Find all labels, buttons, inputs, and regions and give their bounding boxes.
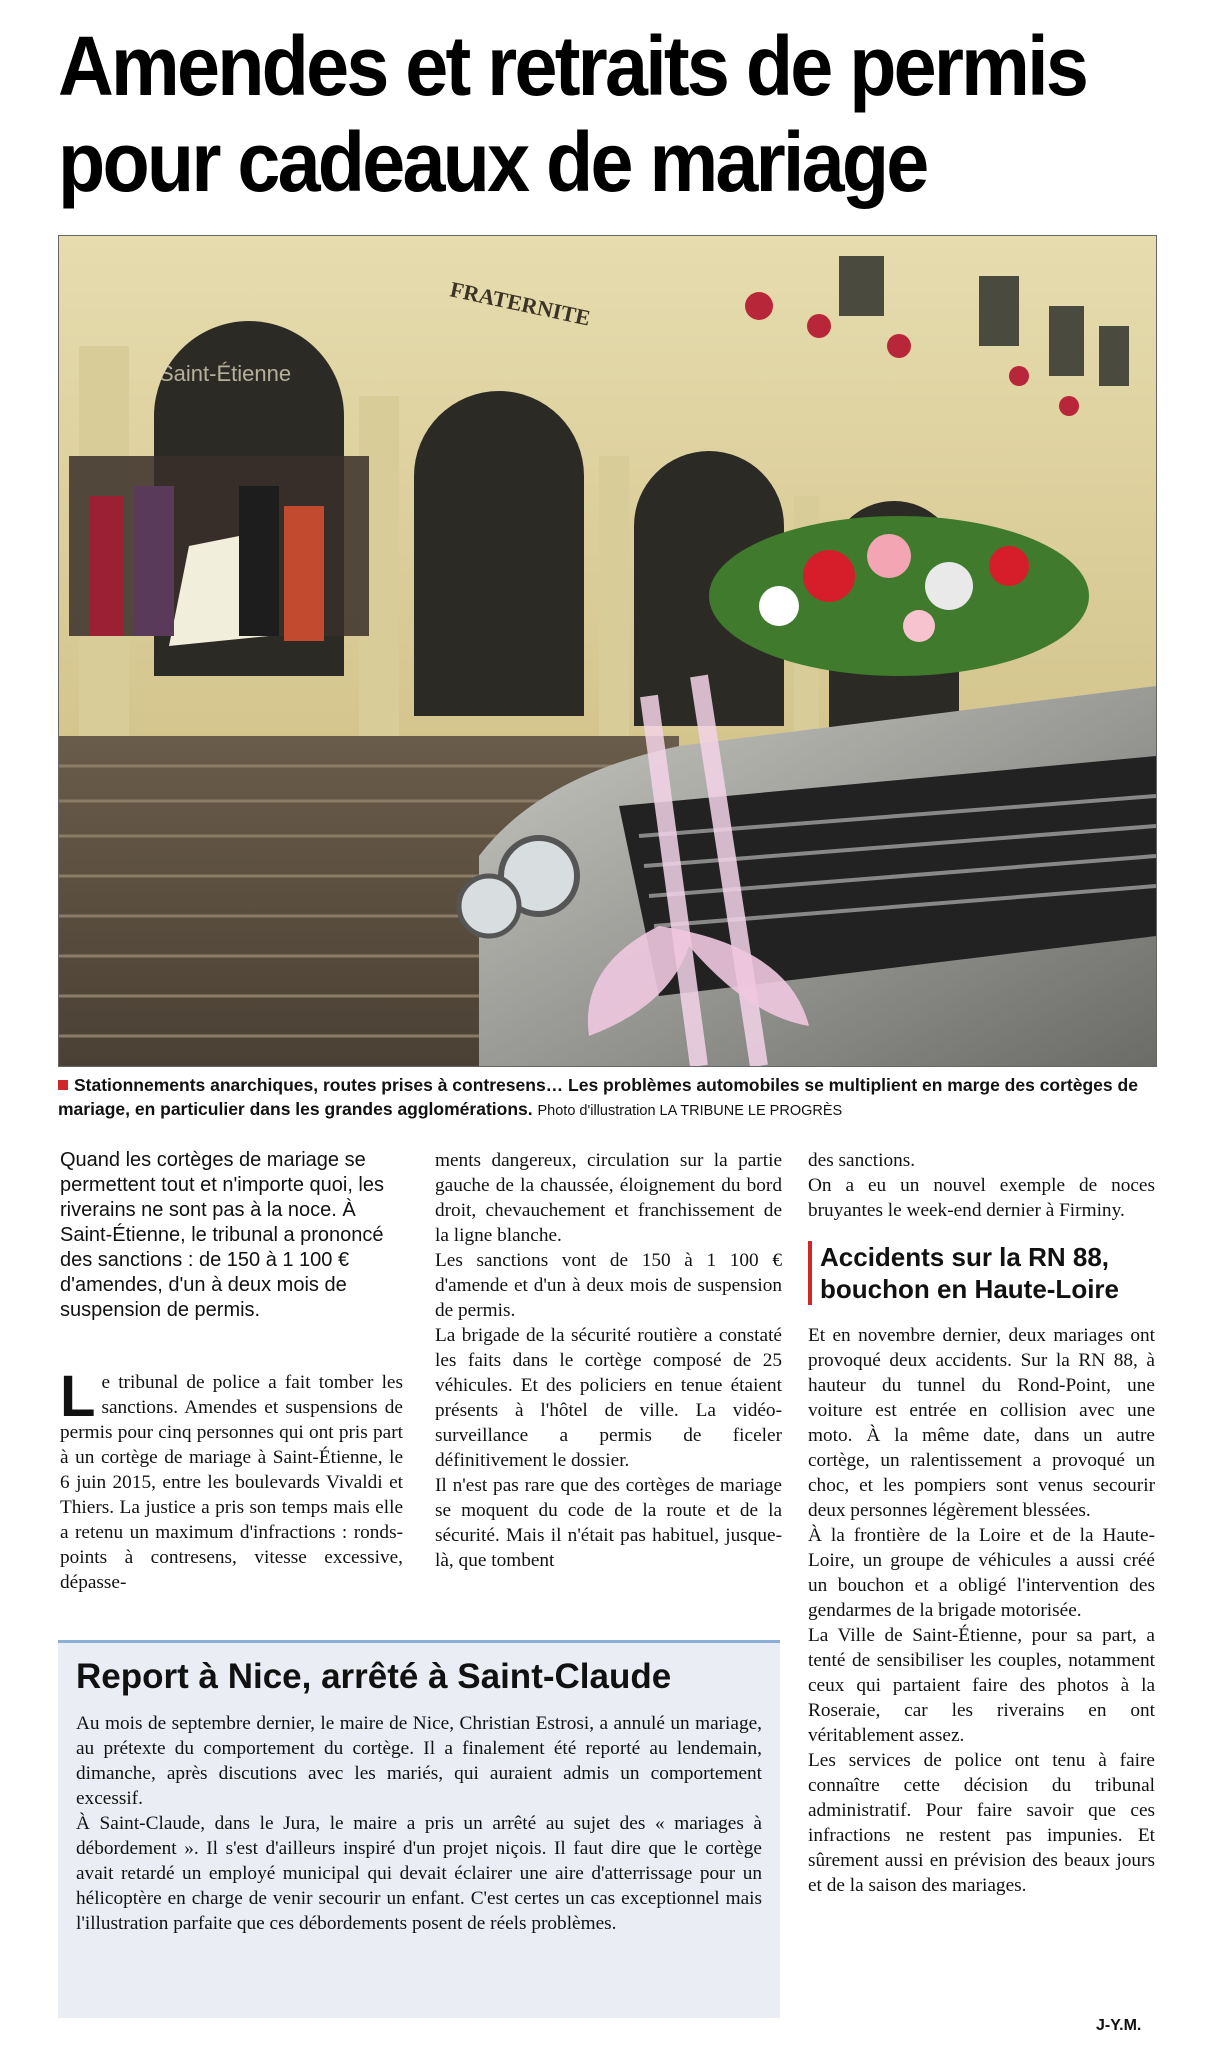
column-1 <box>60 1364 403 1595</box>
headline-line-2: pour cadeaux de mariage <box>58 115 927 209</box>
body-paragraph-3: La brigade de la sécurité routière a constaté les faits dans le cortège composé de 25 véhicules. Et des policiers en tenue étaient présents à l'hôtel de ville. La vidéo-surveillance a permis de ficeler définitivement le dossier. <box>435 1325 782 1471</box>
column-2 <box>435 1148 782 1573</box>
body-paragraph-5: On a eu un nouvel exemple de noces bruyantes le week-end dernier à Firminy. <box>808 1175 1155 1221</box>
body-paragraph-6: Et en novembre dernier, deux mariages ont provoqué deux accidents. Sur la RN 88, à hauteur du tunnel du Rond-Point, une voiture est entrée en collision avec une moto. À la même date, dans un autre cortège, un ralentissement a provoqué un choc, et les pompiers sont venus secourir deux personnes légèrement blessées. <box>808 1325 1155 1521</box>
caption-text: Stationnements anarchiques, routes prises à contresens… Les problèmes automobiles se multiplient en marge des cortèges de mariage, en particulier dans les grandes agglomérations. <box>58 1075 1138 1119</box>
box-body <box>76 1711 762 1936</box>
body-paragraph-1-continued: ments dangereux, circulation sur la partie gauche de la chaussée, éloignement du bord droit, chevauchement et franchissement de la ligne blanche. <box>435 1150 782 1246</box>
box-paragraph-2: À Saint-Claude, dans le Jura, le maire a pris un arrêté au sujet des « mariages à débordement ». Il s'est d'ailleurs inspiré d'un projet niçois. Il faut dire que le cortège avait retardé un employé municipal qui devait éclairer une aire d'atterrissage pour un hélicoptère en charge de venir secourir un enfant. C'est certes un cas exceptionnel mais l'illustration parfaite que ces débordements posent de réels problèmes. <box>76 1813 762 1934</box>
column-3 <box>808 1148 1155 1898</box>
photo-building-sign: FRATERNITE <box>447 276 593 331</box>
headline <box>58 18 1088 210</box>
subheading: Accidents sur la RN 88, bouchon en Haute-Loire <box>808 1241 1155 1305</box>
photo-caption <box>58 1073 1155 1123</box>
photo-credit: Photo d'illustration LA TRIBUNE LE PROGRÈS <box>537 1103 843 1119</box>
article-photo <box>58 235 1157 1067</box>
author-signature: J-Y.M. <box>1096 2017 1142 2034</box>
sidebar-box <box>58 1640 780 2018</box>
caption-marker <box>58 1080 68 1090</box>
body-paragraph-8: La Ville de Saint-Étienne, pour sa part, a tenté de sensibiliser les couples, notamment ceux qui partaient faire des photos à la Roseraie, car les riverains en ont véritablement assez. <box>808 1625 1155 1746</box>
body-paragraph-4-continued: des sanctions. <box>808 1150 916 1171</box>
photo-door-sign: Saint-Étienne <box>159 361 292 386</box>
body-paragraph-7: À la frontière de la Loire et de la Haute-Loire, un groupe de véhicules a aussi créé un bouchon et a obligé l'intervention des gendarmes de la brigade motorisée. <box>808 1525 1155 1621</box>
box-paragraph-1: Au mois de septembre dernier, le maire de Nice, Christian Estrosi, a annulé un mariage, au prétexte du comportement du cortège. Il a finalement été reporté au lendemain, dimanche, après discutions avec les mariés, qui auraient admis un comportement excessif. <box>76 1713 762 1809</box>
body-paragraph-4: Il n'est pas rare que des cortèges de mariage se moquent du code de la route et de la sécurité. Mais il n'était pas habituel, jusque-là, que tombent <box>435 1475 782 1571</box>
body-paragraph-9: Les services de police ont tenu à faire connaître cette décision du tribunal administratif. Pour faire savoir que ces infractions ne restent pas impunies. Et sûrement aussi en prévision des beaux jours et de la saison des mariages. <box>808 1750 1155 1896</box>
body-paragraph-2: Les sanctions vont de 150 à 1 100 € d'amende et d'un à deux mois de suspension de permis. <box>435 1250 782 1321</box>
box-title: Report à Nice, arrêté à Saint-Claude <box>76 1657 672 1696</box>
article-lead: Quand les cortèges de mariage se permettent tout et n'importe quoi, les riverains ne sont pas à la noce. À Saint-Étienne, le tribunal a prononcé des sanctions : de 150 à 1 100 € d'amendes, d'un à deux mois de suspension de permis. <box>60 1149 384 1321</box>
drop-cap: L <box>60 1364 96 1429</box>
body-paragraph-1: e tribunal de police a fait tomber les sanctions. Amendes et suspensions de permis pour cinq personnes qui ont pris part à un cortège de mariage à Saint-Étienne, le 6 juin 2015, entre les boulevards Vivaldi et Thiers. La justice a pris son temps mais elle a retenu un maximum d'infractions : ronds-points à contresens, vitesse excessive, dépasse- <box>60 1372 403 1593</box>
headline-line-1: Amendes et retraits de permis <box>58 19 1087 113</box>
